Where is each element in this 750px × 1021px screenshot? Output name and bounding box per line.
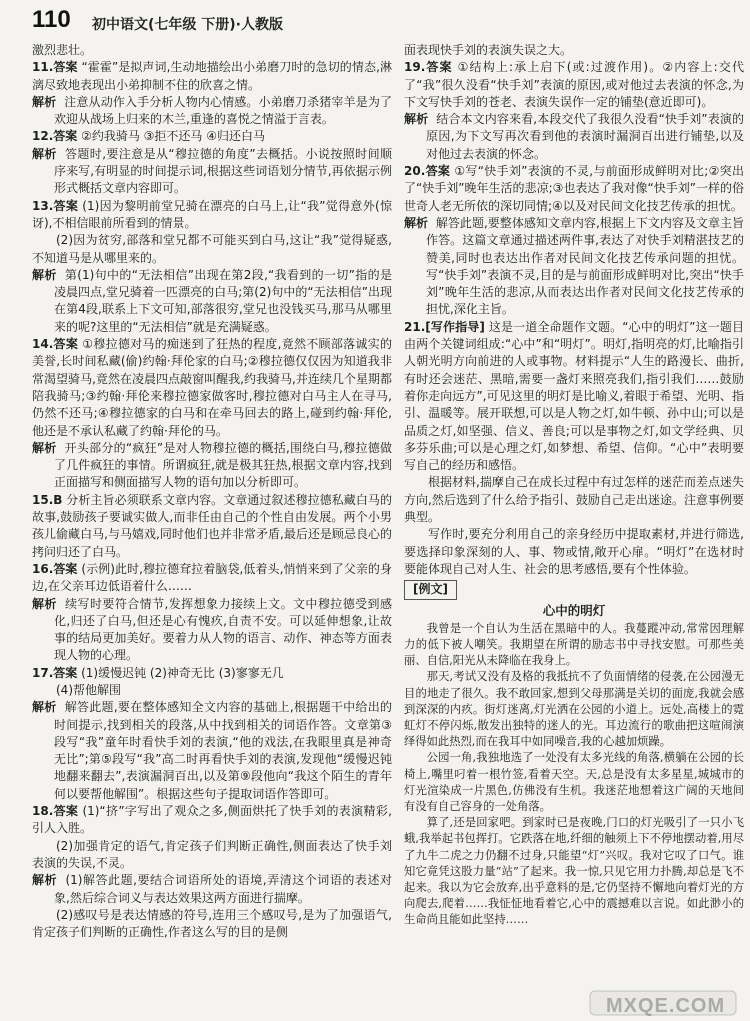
answer-label: 21.[写作指导]: [404, 319, 485, 334]
answer-block: [32, 838, 392, 873]
essay-paragraph: 那天,考试又没有及格的我抵抗不了负面情绪的侵袭,在公园漫无目的地走了很久。我不敢回家,想到父母那满是关切的面庞,我就会感到深深的内疚。街灯迷离,灯光洒在公园的小道上。远处,高楼上的霓虹灯不停闪烁,散发出独特的迷人的光。耳边流行的歌曲把这喧闹演绎得如此热烈,而在我耳中如同噪音,我的心越加烦躁。: [404, 670, 744, 749]
book-title: 初中语文(七年级 下册)·人教版: [92, 17, 283, 33]
block-text: (1)缓慢迟钝 (2)神奇无比 (3)寥寥无几: [81, 665, 284, 680]
block-text: (示例)此时,穆拉德耷拉着脑袋,低着头,悄悄来到了父亲的身边,在父亲耳边低语着什么……: [32, 561, 393, 594]
answer-block: [32, 336, 392, 440]
answer-block: [32, 59, 392, 94]
block-text: (2)感叹号是表达情感的符号,连用三个感叹号,是为了加强语气,肯定孩子们判断的正确性,作者这么写的目的是侧: [32, 907, 392, 940]
essay-paragraph: 公园一角,我独地选了一处没有太多光线的角落,横躺在公园的长椅上,嘴里叼着一根竹签,看着天空。天,总是没有太多星星,城城市的灯光渲染成一片黑色,仿佛没有生机。我迷茫地想着这广阔的天地间有没有自己容身的一处角落。: [404, 751, 744, 814]
block-text: (2)因为贫穷,部落和堂兄都不可能买到白马,这让“我”觉得疑惑,不知道马是从哪里来的。: [32, 233, 392, 265]
block-text: 开头部分的“疯狂”是对人物穆拉德的概括,围绕白马,穆拉德做了几件疯狂的事情。所谓疯狂,就是极其狂热,根据文章内容,找到正面描写和侧面描写人物的语句加以分析即可。: [54, 440, 392, 490]
answer-block: [32, 232, 392, 267]
block-text: ②约我骑马 ③拒不还马 ④归还白马: [81, 129, 265, 144]
block-text: (1)因为黎明前堂兄骑在漂亮的白马上,让“我”觉得意外(惊讶),不相信眼前所看到的情景。: [32, 198, 392, 230]
page-number: 110: [32, 6, 71, 33]
answer-block: [404, 474, 744, 526]
essay-paragraph: 我曾是一个自认为生活在黑暗中的人。我蔓蹤冲动,常常因理解力的低下被人嘲笑。我期望在所谓的励志书中寻找安慰。可那些美丽、自信,阳光从未降临在我身上。: [404, 621, 744, 668]
example-label: [例文]: [404, 580, 457, 599]
answer-block: [404, 319, 744, 475]
answer-label: 17.答案: [32, 665, 78, 680]
explanation-block: [404, 215, 744, 319]
answer-block: [32, 128, 392, 145]
answer-label: 20.答案: [404, 164, 451, 179]
page-header: [22, 4, 728, 40]
answer-block: [32, 561, 392, 596]
explanation-label: 解析: [32, 440, 57, 455]
explanation-block: [32, 699, 392, 803]
answer-label: 18.答案: [32, 804, 79, 819]
answer-block: [32, 492, 392, 561]
watermark-text: MXQE.COM: [606, 995, 726, 1017]
block-text: (1)解答此题,要结合词语所处的语境,弄清这个词语的表述对象,然后综合词义与表达效果这两方面进行揣摩。: [54, 873, 392, 905]
right-answer-list: [404, 59, 744, 578]
answer-block: [32, 803, 392, 838]
explanation-label: 解析: [32, 596, 57, 611]
answer-label: 12.答案: [32, 129, 78, 144]
explanation-label: 解析: [32, 267, 57, 282]
explanation-label: 解析: [32, 700, 57, 715]
left-lead-text: 激烈悲壮。: [32, 43, 93, 57]
block-text: 这是一道全命题作文题。“心中的明灯”这一题目由两个关键词组成:“心中”和“明灯”。明灯,指明亮的灯,比喻指引人朝光明方向前进的人或事物。材料提示“人生的路漫长、曲折,有时还会迷茫、黑暗,需要一盏灯来照亮我们,指引我们……鼓励着你走向远方”,可见这里的明灯是比喻义,着眼于希望、光明、指引、温暖等。展开联想,可以是人物之灯,如牛顿、孙中山;可以是品质之灯,如坚强、信义、善良;可以是事物之灯,如文学经典、贝多芬乐曲;可以是心理之灯,如梦想、希望、信仰。“心中”表明要写自己的经历和感悟。: [404, 319, 745, 473]
block-text: 续写时要符合情节,发挥想象力接续上文。文中穆拉德受到感化,归还了白马,但还是心有愧疚,自责不安。可以延伸想象,让故事的结局更加美好。要着力从人物的语言、动作、神态等方面表现人物的心理。: [54, 596, 392, 663]
right-lead-text: 面表现快手刘的表演失误之大。: [404, 43, 573, 57]
explanation-label: 解析: [404, 215, 429, 230]
right-column: [404, 42, 744, 929]
example-title: 心中的明灯: [542, 602, 606, 618]
explanation-block: [32, 872, 392, 907]
block-text: 注意从动作入手分析人物内心情感。小弟磨刀杀猪宰羊是为了欢迎从战场上归来的木兰,重逢的喜悦之情溢于言表。: [54, 94, 392, 127]
answer-block: [404, 526, 744, 578]
block-text: (2)加强肯定的语气,肯定孩子们判断正确性,侧面表达了快手刘表演的失误,不灵。: [32, 838, 392, 870]
answer-block: [32, 682, 392, 699]
answer-block: [32, 198, 392, 233]
block-text: 解答此题,要在整体感知全文内容的基础上,根据题干中给出的时间提示,找到相关的段落,从中找到相关的词语作答。文章第③段写“我”童年时看快手刘的表演,“他的戏法,在我眼里真是神奇无比”;第⑤段写“我”高二时再看快手刘的表演,发现他“缓慢迟钝地翻来翻去”,表演漏洞百出,以及第⑨段他向“我这个陌生的青年何以要帮他解围”。根据这些句子提取词语作答即可。: [54, 700, 392, 801]
example-essay: [404, 621, 744, 929]
answer-block: [404, 59, 744, 111]
block-text: 答题时,要注意是从“穆拉德的角度”去概括。小说按照时间顺序来写,有明显的时间提示词,根据这些词语划分情节,再依据示例形式概括文章内容即可。: [54, 146, 392, 196]
explanation-label: 解析: [32, 94, 57, 109]
block-text: 分析主旨必须联系文章内容。文章通过叙述穆拉德私藏白马的故事,鼓励孩子要诚实做人,而非任由自己的个性自由发展。两个小男孩儿偷藏白马,与马嬉戏,同时他们也并非常矛盾,最后还是顾忌良心的拷问归还了白马。: [32, 492, 392, 559]
block-text: “霍霍”是拟声词,生动地描绘出小弟磨刀时的急切的情态,淋漓尽致地表现出小弟抑制不住的欣喜之情。: [32, 60, 392, 92]
explanation-label: 解析: [32, 873, 58, 888]
answer-label: 16.答案: [32, 561, 78, 576]
left-column: [32, 42, 392, 941]
essay-paragraph: 算了,还是回家吧。到家时已是夜晚,门口的灯光吸引了一只小飞蛾,我举起书包挥打。它跌落在地,纤细的触须上下不停地摆动着,用尽了九牛二虎之力仍翻不过身,只能望“灯”兴叹。我对它叹了口气。谁知它竟凭这股力量“站”了起来。我一惊,只见它用力扑腾,却总是飞不起来。我以为它会放弃,出乎意料的是,它仍坚持不懈地向着灯光的方向爬去,爬着……我怔怔地看着它,心中的震撼难以言说。如此渺小的生命尚且能如此坚持……: [404, 816, 744, 927]
answer-label: 19.答案: [404, 60, 453, 75]
block-text: (4)帮他解围: [56, 682, 121, 697]
block-text: (1)“挤”字写出了观众之多,侧面烘托了快手刘的表演精彩,引人入胜。: [32, 804, 392, 836]
block-text: 写作时,要充分利用自己的亲身经历中提取素材,并进行筛选,要选择印象深刻的人、事、物或情,敞开心扉。“明灯”在选材时要能体现自己对人生、社会的思考感悟,要有个性体验。: [404, 527, 744, 576]
block-text: 解答此题,要整体感知文章内容,根据上下文内容及文章主旨作答。这篇文章通过描述两件事,表达了对快手刘精湛技艺的赞美,同时也表达出作者对民间文化技艺传承问题的担忧。写“快手刘”表演不灵,目的是与前面形成鲜明对比,突出“快手刘”晚年生活的悲凉,从而表达出作者对民间文化技艺传承的担忧,深化主旨。: [426, 215, 744, 317]
answer-block: [32, 665, 392, 682]
block-text: 第(1)句中的“无法相信”出现在第2段,“我看到的一切”指的是凌晨四点,堂兄骑着一匹漂亮的白马;第(2)句中的“无法相信”出现在第4段,联系上下文可知,部落很穷,堂兄也没钱买马,那马从哪里来的呢?这里的“无法相信”就是充满疑惑。: [54, 267, 392, 334]
answer-label: 15.B: [32, 492, 63, 507]
block-text: ①结构上:承上启下(或:过渡作用)。②内容上:交代了“我”很久没看“快手刘”表演的原因,或对他过去表演的怀念,为下文写快手刘的苍老、表演失误作一定的铺垫(意近即可)。: [404, 60, 745, 109]
explanation-block: [32, 267, 392, 336]
block-text: ①穆拉德对马的痴迷到了狂热的程度,竟然不顾部落诚实的美誉,长时间私藏(偷)约翰·拜伦家的白马;②穆拉德仅仅因为知道我非常渴望骑马,竟然在凌晨四点敲窗叫醒我,约我骑马,并连续几个星期都陪我骑马;③约翰·拜伦来穆拉德家做客时,穆拉德对白马主人在寻马,仍然不还马;④穆拉德家的白马和在牵马回去的路上,碰到约翰·拜伦,他还是不承认私藏了约翰·拜伦的马。: [32, 337, 392, 438]
block-text: ①写“快手刘”表演的不灵,与前面形成鲜明对比;②突出了“快手刘”晚年生活的悲凉;③也表达了我对像“快手刘”一样的俗世奇人老无所依的深切同情;④以及对民间文化技艺传承的担忧。: [404, 164, 744, 213]
explanation-block: [32, 596, 392, 665]
explanation-block: [32, 94, 392, 129]
explanation-label: 解析: [32, 146, 57, 161]
explanation-block: [404, 111, 744, 163]
explanation-label: 解析: [404, 112, 429, 127]
explanation-block: [32, 146, 392, 198]
left-answer-list: [32, 59, 392, 941]
answer-label: 14.答案: [32, 337, 79, 352]
answer-label: 13.答案: [32, 198, 79, 213]
answer-block: [32, 907, 392, 942]
answer-label: 11.答案: [32, 60, 78, 75]
block-text: 结合本文内容来看,本段交代了我很久没看“快手刘”表演的原因,为下文写再次看到他的表演时漏洞百出进行铺垫,以及对他过去表演的怀念。: [426, 112, 744, 161]
block-text: 根据材料,揣摩自己在成长过程中有过怎样的迷茫而差点迷失方向,然后选到了什么给予指引、鼓励自己走出迷途。注意事例要典型。: [404, 475, 744, 525]
explanation-block: [32, 440, 392, 492]
answer-block: [404, 163, 744, 215]
